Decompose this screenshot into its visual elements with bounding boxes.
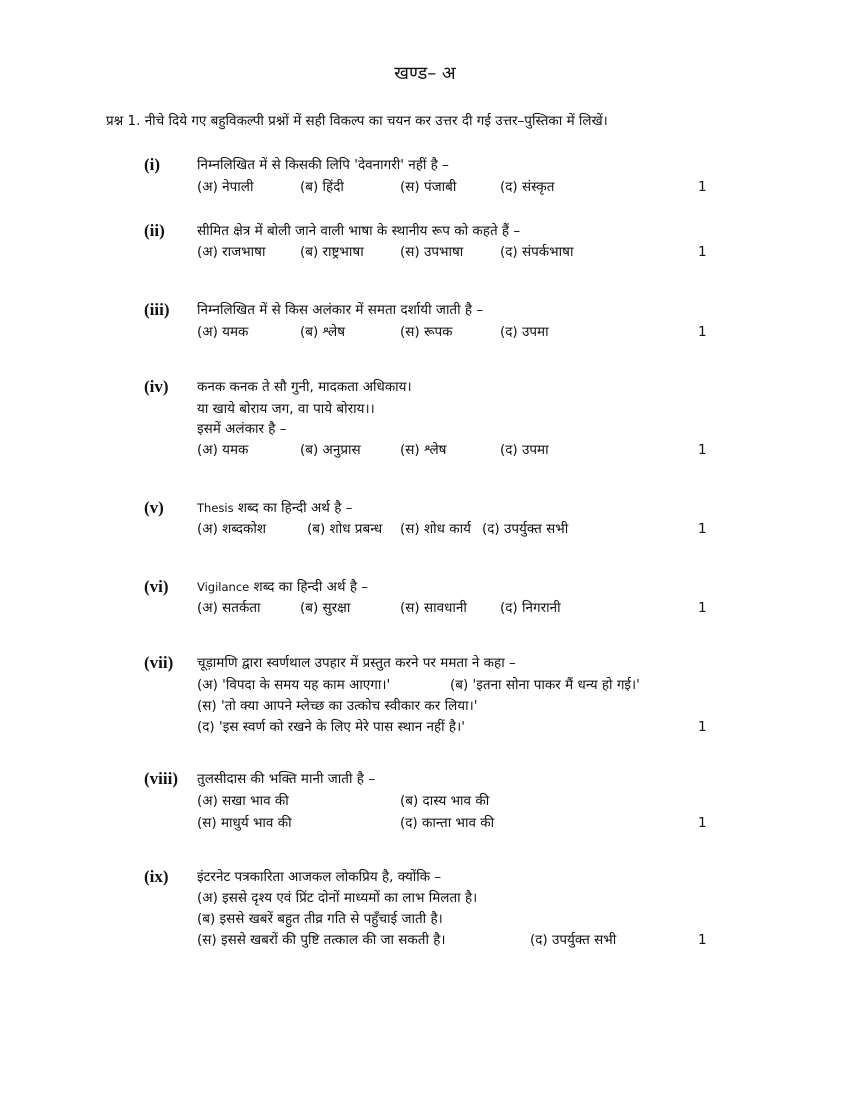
question-stem: निम्नलिखित में से किसकी लिपि 'देवनागरी' नहीं है –	[197, 157, 449, 173]
english-term: Thesis	[197, 501, 234, 515]
option-a: (अ) इससे दृश्य एवं प्रिंट दोनों माध्यमों का लाभ मिलता है।	[197, 890, 478, 906]
question-stem: शब्द का हिन्दी अर्थ है –	[237, 500, 353, 516]
question-stem-line	[197, 577, 368, 597]
option-a: (अ) शब्दकोश	[197, 521, 267, 537]
question-stem: इंटरनेट पत्रकारिता आजकल लोकप्रिय है, क्योंकि –	[197, 869, 442, 885]
option-d: (द) उपमा	[500, 324, 549, 340]
question-number: (iii)	[144, 300, 170, 319]
question-stem: सीमित क्षेत्र में बोली जाने वाली भाषा के स्थानीय रूप को कहते हैं –	[197, 223, 521, 239]
question-stem-line: या खाये बोराय जग, वा पाये बोराय।।	[197, 401, 375, 417]
option-a: (अ) सखा भाव की	[197, 793, 289, 809]
marks: 1	[698, 324, 707, 340]
option-d: (द) संपर्कभाषा	[500, 244, 574, 260]
question-number: (vi)	[144, 577, 169, 596]
option-b: (ब) शोध प्रबन्ध	[307, 521, 383, 537]
option-b: (ब) राष्ट्रभाषा	[300, 244, 364, 260]
option-c: (स) सावधानी	[400, 600, 467, 616]
question-stem: तुलसीदास की भक्ति मानी जाती है –	[197, 771, 375, 787]
question-number: (i)	[144, 155, 161, 174]
marks: 1	[698, 179, 707, 195]
option-c: (स) शोध कार्य	[400, 521, 471, 537]
question-stem-line: इसमें अलंकार है –	[197, 421, 287, 437]
option-c: (स) माधुर्य भाव की	[197, 815, 292, 831]
option-d: (द) संस्कृत	[500, 179, 555, 195]
option-d: (द) उपमा	[500, 442, 549, 458]
marks: 1	[698, 244, 707, 260]
marks: 1	[698, 442, 707, 458]
question-number: (viii)	[144, 769, 178, 788]
marks: 1	[698, 521, 707, 537]
option-d: (द) कान्ता भाव की	[400, 815, 495, 831]
option-d: (द) उपर्युक्त सभी	[482, 521, 569, 537]
instruction: प्रश्न 1. नीचे दिये गए बहुविकल्पी प्रश्नों में सही विकल्प का चयन कर उत्तर दी गई उत्तर–पुस्तिका में लिखें।	[106, 113, 608, 129]
option-b: (ब) सुरक्षा	[300, 600, 351, 616]
question-stem-line: कनक कनक ते सौ गुनी, मादकता अधिकाय।	[197, 379, 412, 395]
option-b: (ब) श्लेष	[300, 324, 346, 340]
option-c: (स) इससे खबरों की पुष्टि तत्काल की जा सकती है।	[197, 932, 446, 948]
option-a: (अ) यमक	[197, 442, 249, 458]
option-a: (अ) यमक	[197, 324, 249, 340]
option-c: (स) 'तो क्या आपने म्लेच्छ का उत्कोच स्वीकार कर लिया।'	[197, 698, 478, 714]
question-stem: चूड़ामणि द्वारा स्वर्णथाल उपहार में प्रस्तुत करने पर ममता ने कहा –	[197, 655, 516, 671]
english-term: Vigilance	[197, 580, 250, 594]
marks: 1	[698, 600, 707, 616]
option-b: (ब) 'इतना सोना पाकर मैं धन्य हो गई।'	[450, 677, 640, 693]
question-number: (ii)	[144, 221, 165, 240]
question-number: (ix)	[144, 867, 169, 886]
option-d: (द) 'इस स्वर्ण को रखने के लिए मेरे पास स्थान नहीं है।'	[197, 719, 465, 735]
question-stem: निम्नलिखित में से किस अलंकार में समता दर्शायी जाती है –	[197, 302, 484, 318]
option-a: (अ) सतर्कता	[197, 600, 261, 616]
option-d: (द) उपर्युक्त सभी	[530, 932, 617, 948]
option-b: (ब) इससे खबरें बहुत तीव्र गति से पहुँचाई जाती है।	[197, 911, 443, 927]
question-stem: शब्द का हिन्दी अर्थ है –	[253, 579, 369, 595]
option-a: (अ) नेपाली	[197, 179, 254, 195]
question-number: (iv)	[144, 377, 169, 396]
option-b: (ब) अनुप्रास	[300, 442, 361, 458]
question-stem-line	[197, 498, 352, 518]
option-a: (अ) 'विपदा के समय यह काम आएगा।'	[197, 677, 391, 693]
marks: 1	[698, 815, 707, 831]
marks: 1	[698, 932, 707, 948]
section-title: खण्ड– अ	[394, 63, 456, 84]
marks: 1	[698, 719, 707, 735]
option-c: (स) उपभाषा	[400, 244, 464, 260]
option-b: (ब) दास्य भाव की	[400, 793, 490, 809]
question-number: (vii)	[144, 653, 174, 672]
option-c: (स) रूपक	[400, 324, 453, 340]
option-b: (ब) हिंदी	[300, 179, 344, 195]
option-d: (द) निगरानी	[500, 600, 561, 616]
option-a: (अ) राजभाषा	[197, 244, 266, 260]
question-number: (v)	[144, 498, 164, 517]
option-c: (स) श्लेष	[400, 442, 447, 458]
option-c: (स) पंजाबी	[400, 179, 457, 195]
